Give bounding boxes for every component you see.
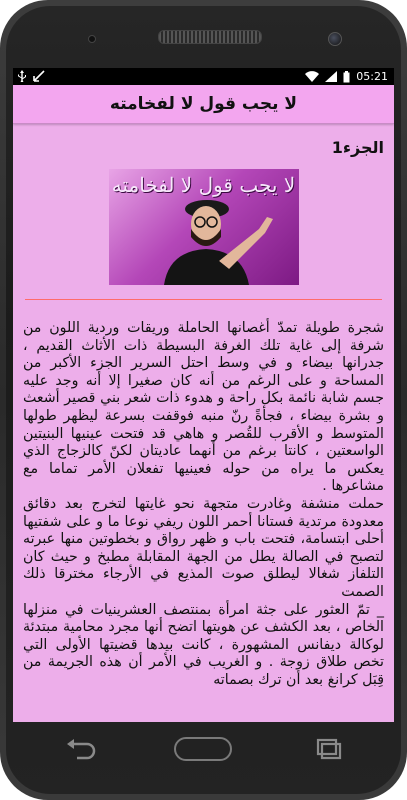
status-time: 05:21 — [356, 70, 388, 83]
back-icon[interactable] — [63, 738, 97, 764]
man-pointing-illustration — [109, 169, 299, 285]
app-screen — [13, 68, 394, 722]
wifi-icon — [305, 71, 319, 82]
hardware-nav-bar — [13, 722, 394, 782]
proximity-sensor — [88, 35, 96, 43]
hero-caption: لا يجب قول لا لفخامته — [111, 173, 296, 197]
usb-icon — [17, 70, 27, 82]
earpiece-speaker — [158, 30, 262, 44]
app-title: لا يجب قول لا لفخامته — [109, 94, 298, 114]
article-content[interactable] — [13, 138, 394, 689]
status-system — [305, 70, 388, 83]
status-bar — [13, 68, 394, 85]
battery-icon — [343, 71, 350, 83]
home-icon[interactable] — [173, 734, 233, 768]
action-bar — [13, 85, 394, 124]
download-icon — [33, 70, 45, 82]
article-text: شجرة طويلة تمدّ أغصانها الحاملة وريقات وردية اللون من شرفة إلى غاية تلك الغرفة البسيطة ذات الأثاث القديم ، جدرانها بيضاء و في وسط احتل السرير الجزء الأكبر من المساحة و على الرغم من أنه كان صغيرا إلا أنه وجد عليه جسم شابة نائمة بكل راحة و هدوء ذات شعر بني قصير أشعث و بشرة بيضاء ، فجأةً رنّ منبه فوقفت بسرعة ليظهر طولها المتوسط و الأقرب للقُصر و هاهي قد فتحت عينيها البنيتين الواسعتين ، كانتا برغم من أنهما عاديتان لكنّ كالزجاج الذي يعكس ما يراه من حوله فعينيها تفعلان الأمر تماما مع مشاعرها . حملت منشفة وغادرت متجهة نحو غايتها لتخرج بعد دقائق معدودة مرتدية فستانا أحمر اللون ريفي نوعا ما و على شفتيها أحلى ابتسامة، فتحت باب و ظهر رواق و بخطوتين منها عبرته لتصبح في الصالة يطل من الجهة المقابلة مطبخ و حيث كان التلفاز شغالا ليطلق صوت المذيع في الأرجاء مخترقا ذلك الصمت _ تمّ العثور على جثة امرأة بمنتصف العشرينيات في منزلها الخاص ، بعد الكشف عن هويتها اتضح أنها مجرد محامية مبتدئة لوكالة ديفانس المشهورة ، كانت بيدها قضيتها الأولى التي تخص طلاق زوجة . و الغريب في الأمر أن هذه الجريمة من قِبَل كرانغ بعد أن ترك بصماته — [23, 320, 384, 688]
hero-image — [109, 169, 299, 285]
front-camera — [328, 32, 342, 46]
recent-apps-icon[interactable] — [313, 738, 343, 764]
signal-icon — [325, 71, 337, 82]
divider-line — [25, 299, 382, 300]
section-title: الجزء1 — [331, 138, 384, 157]
status-notifications — [17, 70, 45, 82]
